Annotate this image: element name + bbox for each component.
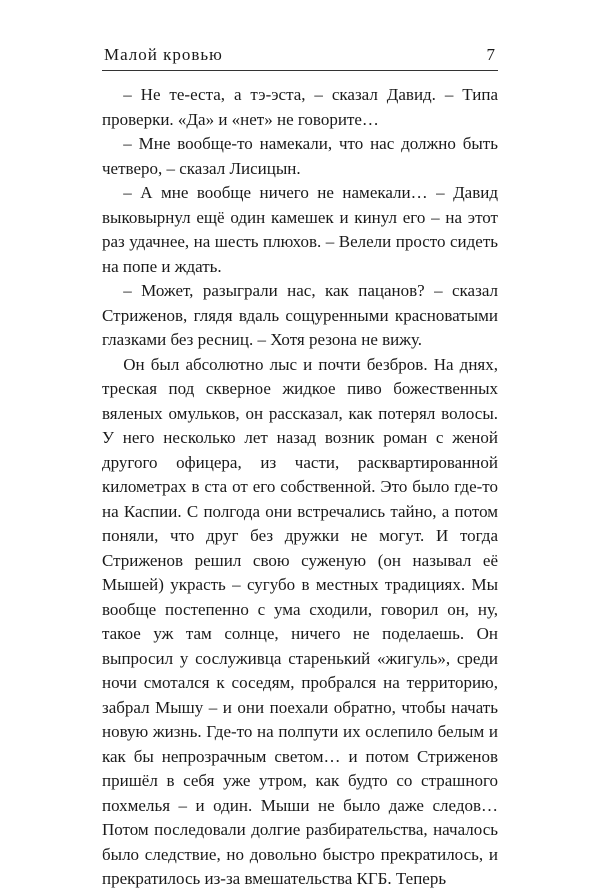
body-text [102, 83, 498, 892]
header-rule [102, 70, 498, 71]
paragraph: – Мне вообще-то намекали, что нас должно быть четверо, – сказал Лисицын. [102, 134, 498, 178]
paragraph: – А мне вообще ничего не намекали… – Давид выковырнул ещё один камешек и кинул его – на этот раз удачнее, на шесть плюхов. – Велели просто сидеть на попе и ждать. [102, 183, 498, 276]
running-title: Малой кровью [104, 45, 223, 64]
page-number: 7 [486, 45, 496, 64]
paragraph: – Может, разыграли нас, как пацанов? – сказал Стриженов, глядя вдаль сощуренными красноватыми глазками без ресниц. – Хотя резона не вижу. [102, 281, 498, 349]
running-header [102, 44, 496, 66]
paragraph: Он был абсолютно лыс и почти безбров. На днях, треская под скверное жидкое пиво божественных вяленых омульков, он рассказал, как потерял волосы. У него несколько лет назад возник роман с женой другого офицера, из части, расквартированной километрах в ста от его собственной. Это было где-то на Каспии. С полгода они встречались тайно, а потом поняли, что друг без дружки не могут. И тогда Стриженов решил свою суженую (он называл её Мышей) украсть – сугубо в местных традициях. Мы вообще постепенно с ума сходили, говорил он, ну, такое уж там солнце, ничего не поделаешь. Он выпросил у сослуживца старенький «жигуль», среди ночи смотался к соседям, пробрался на территорию, забрал Мышу – и они поехали обратно, чтобы начать новую жизнь. Где-то на полпути их ослепило белым и как бы непрозрачным светом… и потом Стриженов пришёл в себя уже утром, как будто со страшного похмелья – и один. Мыши не было даже следов… Потом последовали долгие разбирательства, началось было следствие, но довольно быстро прекратилось, и прекратилось из-за вмешательства КГБ. Теперь [102, 354, 498, 888]
paragraph: – Не те-еста, а тэ-эста, – сказал Давид. – Типа проверки. «Да» и «нет» не говорите… [102, 85, 498, 129]
